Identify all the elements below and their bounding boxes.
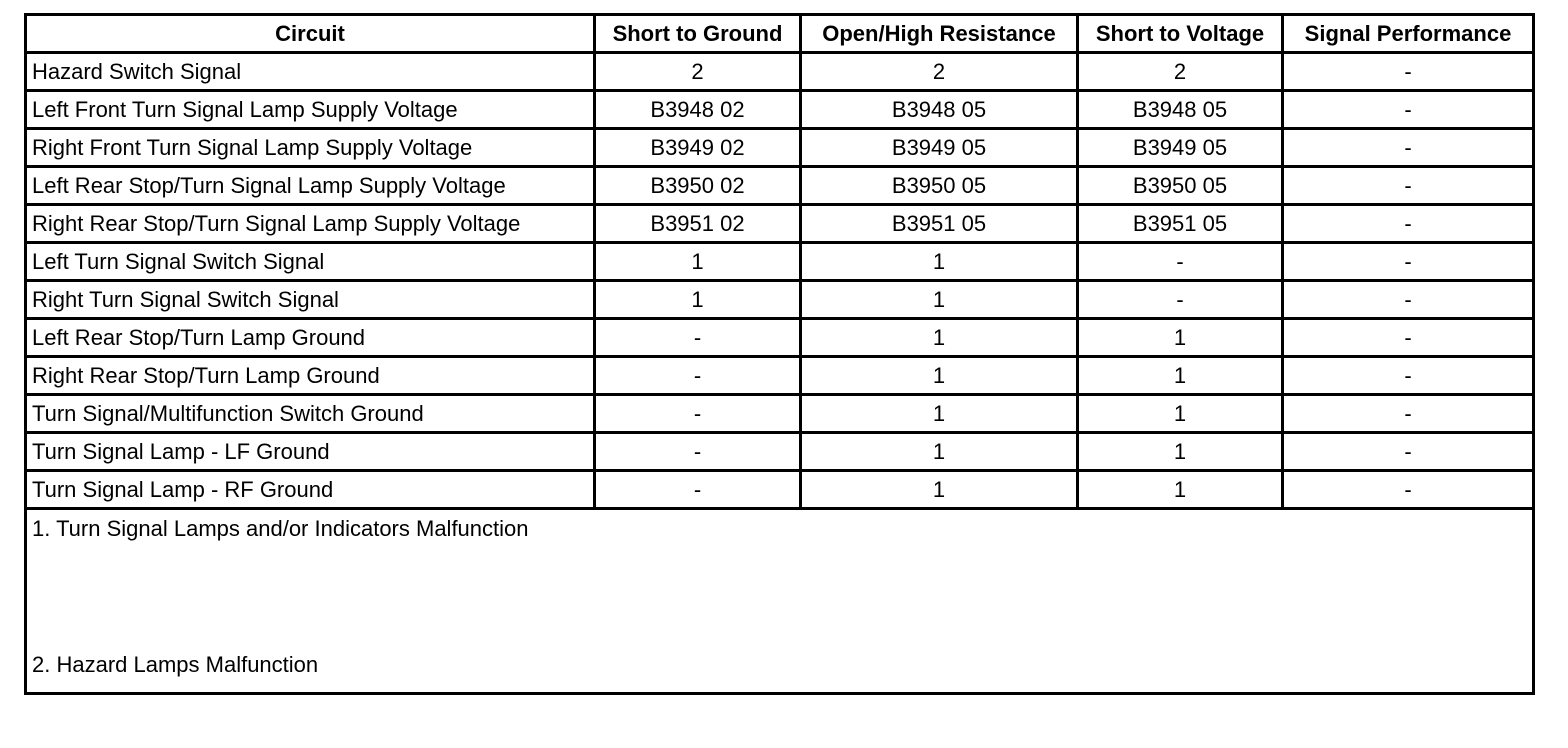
cell-open-high-resistance: B3949 05: [801, 129, 1078, 167]
table-row: [26, 281, 1534, 319]
cell-short-to-ground: -: [595, 357, 801, 395]
cell-short-to-ground: -: [595, 471, 801, 509]
cell-open-high-resistance: B3951 05: [801, 205, 1078, 243]
cell-open-high-resistance: B3950 05: [801, 167, 1078, 205]
table-row: [26, 433, 1534, 471]
cell-short-to-voltage: 2: [1078, 53, 1283, 91]
column-header-circuit: Circuit: [26, 15, 595, 53]
cell-signal-performance: -: [1283, 205, 1534, 243]
cell-short-to-ground: B3951 02: [595, 205, 801, 243]
cell-short-to-ground: 1: [595, 243, 801, 281]
cell-signal-performance: -: [1283, 243, 1534, 281]
cell-circuit: Right Turn Signal Switch Signal: [26, 281, 595, 319]
cell-circuit: Left Rear Stop/Turn Lamp Ground: [26, 319, 595, 357]
cell-short-to-voltage: -: [1078, 243, 1283, 281]
cell-signal-performance: -: [1283, 129, 1534, 167]
cell-signal-performance: -: [1283, 395, 1534, 433]
table-row: [26, 167, 1534, 205]
circuit-diagnostic-table: [24, 13, 1535, 695]
column-header-open-high-resistance: Open/High Resistance: [801, 15, 1078, 53]
cell-open-high-resistance: 1: [801, 319, 1078, 357]
cell-short-to-voltage: -: [1078, 281, 1283, 319]
cell-short-to-voltage: 1: [1078, 395, 1283, 433]
cell-circuit: Right Rear Stop/Turn Signal Lamp Supply Voltage: [26, 205, 595, 243]
cell-open-high-resistance: 1: [801, 281, 1078, 319]
cell-short-to-voltage: 1: [1078, 433, 1283, 471]
cell-circuit: Turn Signal Lamp - LF Ground: [26, 433, 595, 471]
table-body: [26, 53, 1534, 694]
cell-open-high-resistance: 2: [801, 53, 1078, 91]
cell-signal-performance: -: [1283, 357, 1534, 395]
cell-circuit: Turn Signal Lamp - RF Ground: [26, 471, 595, 509]
cell-short-to-voltage: B3951 05: [1078, 205, 1283, 243]
cell-short-to-ground: 1: [595, 281, 801, 319]
cell-circuit: Right Rear Stop/Turn Lamp Ground: [26, 357, 595, 395]
cell-open-high-resistance: B3948 05: [801, 91, 1078, 129]
cell-signal-performance: -: [1283, 433, 1534, 471]
cell-circuit: Turn Signal/Multifunction Switch Ground: [26, 395, 595, 433]
column-header-signal-performance: Signal Performance: [1283, 15, 1534, 53]
cell-open-high-resistance: 1: [801, 243, 1078, 281]
cell-circuit: Hazard Switch Signal: [26, 53, 595, 91]
cell-signal-performance: -: [1283, 53, 1534, 91]
table-row: [26, 319, 1534, 357]
cell-short-to-ground: -: [595, 433, 801, 471]
table-header-row: [26, 15, 1534, 53]
cell-circuit: Right Front Turn Signal Lamp Supply Voltage: [26, 129, 595, 167]
table-row: [26, 205, 1534, 243]
note-2: 2. Hazard Lamps Malfunction: [32, 652, 319, 677]
table-row: [26, 471, 1534, 509]
note-1: 1. Turn Signal Lamps and/or Indicators Malfunction: [32, 516, 529, 541]
cell-short-to-ground: B3949 02: [595, 129, 801, 167]
cell-open-high-resistance: 1: [801, 471, 1078, 509]
cell-short-to-voltage: B3948 05: [1078, 91, 1283, 129]
cell-circuit: Left Turn Signal Switch Signal: [26, 243, 595, 281]
cell-signal-performance: -: [1283, 91, 1534, 129]
table-row: [26, 53, 1534, 91]
table-row: [26, 91, 1534, 129]
cell-signal-performance: -: [1283, 319, 1534, 357]
cell-short-to-ground: 2: [595, 53, 801, 91]
notes-cell: [26, 509, 1534, 694]
table-row: [26, 395, 1534, 433]
cell-signal-performance: -: [1283, 167, 1534, 205]
cell-circuit: Left Front Turn Signal Lamp Supply Voltage: [26, 91, 595, 129]
column-header-short-to-ground: Short to Ground: [595, 15, 801, 53]
cell-open-high-resistance: 1: [801, 433, 1078, 471]
cell-short-to-ground: B3948 02: [595, 91, 801, 129]
cell-signal-performance: -: [1283, 471, 1534, 509]
column-header-short-to-voltage: Short to Voltage: [1078, 15, 1283, 53]
notes-row: [26, 509, 1534, 694]
table-row: [26, 357, 1534, 395]
cell-circuit: Left Rear Stop/Turn Signal Lamp Supply Voltage: [26, 167, 595, 205]
cell-short-to-ground: -: [595, 395, 801, 433]
cell-short-to-voltage: B3949 05: [1078, 129, 1283, 167]
cell-short-to-voltage: 1: [1078, 319, 1283, 357]
cell-short-to-voltage: 1: [1078, 357, 1283, 395]
cell-short-to-voltage: B3950 05: [1078, 167, 1283, 205]
cell-open-high-resistance: 1: [801, 357, 1078, 395]
cell-short-to-ground: -: [595, 319, 801, 357]
table-row: [26, 243, 1534, 281]
cell-open-high-resistance: 1: [801, 395, 1078, 433]
cell-short-to-voltage: 1: [1078, 471, 1283, 509]
cell-signal-performance: -: [1283, 281, 1534, 319]
table-row: [26, 129, 1534, 167]
cell-short-to-ground: B3950 02: [595, 167, 801, 205]
